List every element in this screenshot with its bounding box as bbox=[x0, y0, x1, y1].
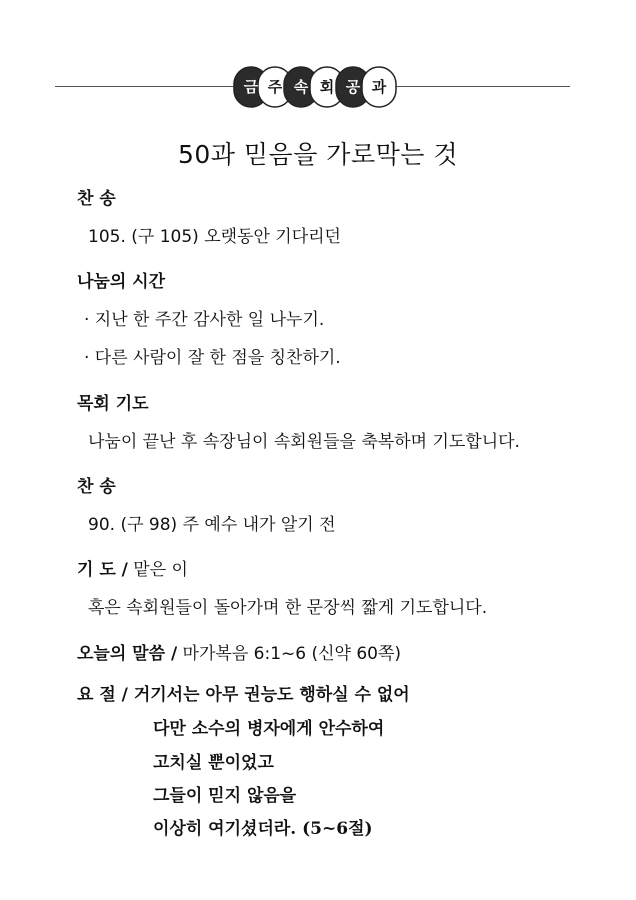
verse-line: 거기서는 아무 권능도 행하실 수 없어 bbox=[133, 685, 410, 705]
word-heading bbox=[77, 639, 401, 664]
badge-char: 속 bbox=[293, 78, 309, 96]
word-ref: 마가복음 6:1~6 (신약 60쪽) bbox=[177, 644, 402, 664]
pastor-prayer-text: 나눔이 끝난 후 속장님이 속회원들을 축복하며 기도합니다. bbox=[88, 432, 520, 452]
verse-line: 이상히 여기셨더라. (5~6절) bbox=[153, 819, 373, 839]
prayer-text: 혹은 속회원들이 돌아가며 한 문장씩 짧게 기도합니다. bbox=[88, 598, 488, 618]
lesson-title: 50과 믿음을 가로막는 것 bbox=[177, 140, 458, 169]
word-label: 오늘의 말씀 / bbox=[77, 644, 178, 664]
hymn-text-2: 90. (구 98) 주 예수 내가 알기 전 bbox=[88, 515, 336, 535]
badge-char: 회 bbox=[319, 78, 335, 96]
hymn-heading-2: 찬 송 bbox=[77, 477, 116, 497]
verse-line: 다만 소수의 병자에게 안수하여 bbox=[153, 719, 385, 739]
sharing-item: · 지난 한 주간 감사한 일 나누기. bbox=[84, 310, 325, 330]
badge-char: 공 bbox=[345, 78, 361, 96]
hymn-text: 105. (구 105) 오랫동안 기다리던 bbox=[88, 227, 341, 247]
sharing-item: · 다른 사람이 잘 한 점을 칭찬하기. bbox=[84, 348, 341, 368]
verse-first-line bbox=[77, 680, 410, 705]
badge-char: 과 bbox=[371, 78, 387, 96]
badge-char: 금 bbox=[243, 78, 259, 96]
prayer-heading bbox=[77, 555, 188, 580]
sharing-heading: 나눔의 시간 bbox=[77, 272, 166, 292]
badge-char: 주 bbox=[267, 78, 283, 96]
hymn-heading: 찬 송 bbox=[77, 189, 116, 209]
verse-line: 고치실 뿐이었고 bbox=[153, 753, 274, 773]
verse-label: 요 절 / bbox=[77, 685, 134, 705]
verse-line: 그들이 믿지 않음을 bbox=[153, 786, 297, 806]
prayer-label: 기 도 / bbox=[77, 560, 128, 580]
pastor-prayer-heading: 목회 기도 bbox=[77, 394, 149, 414]
prayer-who: 맡은 이 bbox=[127, 560, 188, 580]
badge-text bbox=[232, 63, 400, 111]
